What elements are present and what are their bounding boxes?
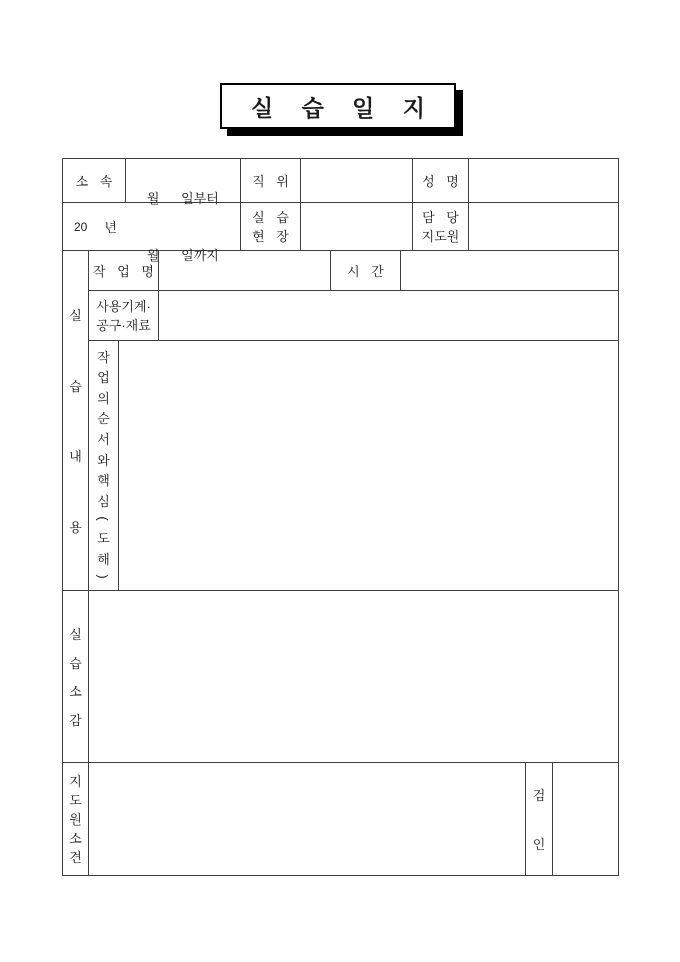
work-order-field[interactable]	[119, 341, 618, 590]
practice-period-field[interactable]	[63, 190, 241, 263]
row-period	[63, 190, 618, 263]
time-label: 시 간	[331, 251, 401, 290]
tools-label: 사용기계· 공구·재료	[89, 291, 159, 340]
practice-site-label: 실 습 현 장	[241, 203, 301, 250]
name-field[interactable]	[469, 159, 618, 202]
period-to-label: 월 일까지	[146, 247, 219, 263]
work-order-label: 작 업 의 순 서 와 핵 심 ( 도 해 )	[89, 341, 119, 590]
seal-label: 검 인	[526, 763, 553, 875]
year-label: 년	[104, 220, 117, 235]
tools-field[interactable]	[159, 291, 618, 340]
practice-content-section-label: 실 습 내 용	[63, 251, 89, 590]
row-work-order	[89, 341, 618, 590]
instructor-review-field[interactable]	[89, 763, 526, 875]
period-from-label: 월 일부터	[146, 190, 219, 206]
practice-site-field[interactable]	[301, 203, 413, 250]
impressions-section-label: 실 습 소 감	[63, 591, 89, 762]
supervisor-field[interactable]	[469, 203, 618, 250]
position-field[interactable]	[301, 159, 413, 202]
row-tools	[89, 291, 618, 341]
practice-content-body	[89, 251, 618, 590]
impressions-field[interactable]	[89, 591, 618, 762]
document-title	[220, 83, 456, 129]
position-label: 직 위	[241, 159, 301, 202]
task-name-label: 작 업 명	[89, 251, 159, 290]
section-practice-content	[63, 251, 618, 591]
affiliation-label: 소 속	[63, 159, 126, 202]
seal-field[interactable]	[553, 763, 618, 875]
time-field[interactable]	[401, 251, 618, 290]
row-task	[89, 251, 618, 291]
instructor-review-section-label: 지 도 원 소 견	[63, 763, 89, 875]
document-title-text: 실 습 일 지	[250, 94, 426, 121]
task-name-field[interactable]	[159, 251, 331, 290]
year-prefix: 20	[74, 219, 88, 234]
name-label: 성 명	[413, 159, 469, 202]
section-instructor-review	[63, 763, 618, 875]
supervisor-label: 담 당 지도원	[413, 203, 469, 250]
practice-journal-form	[62, 158, 619, 876]
section-impressions	[63, 591, 618, 763]
